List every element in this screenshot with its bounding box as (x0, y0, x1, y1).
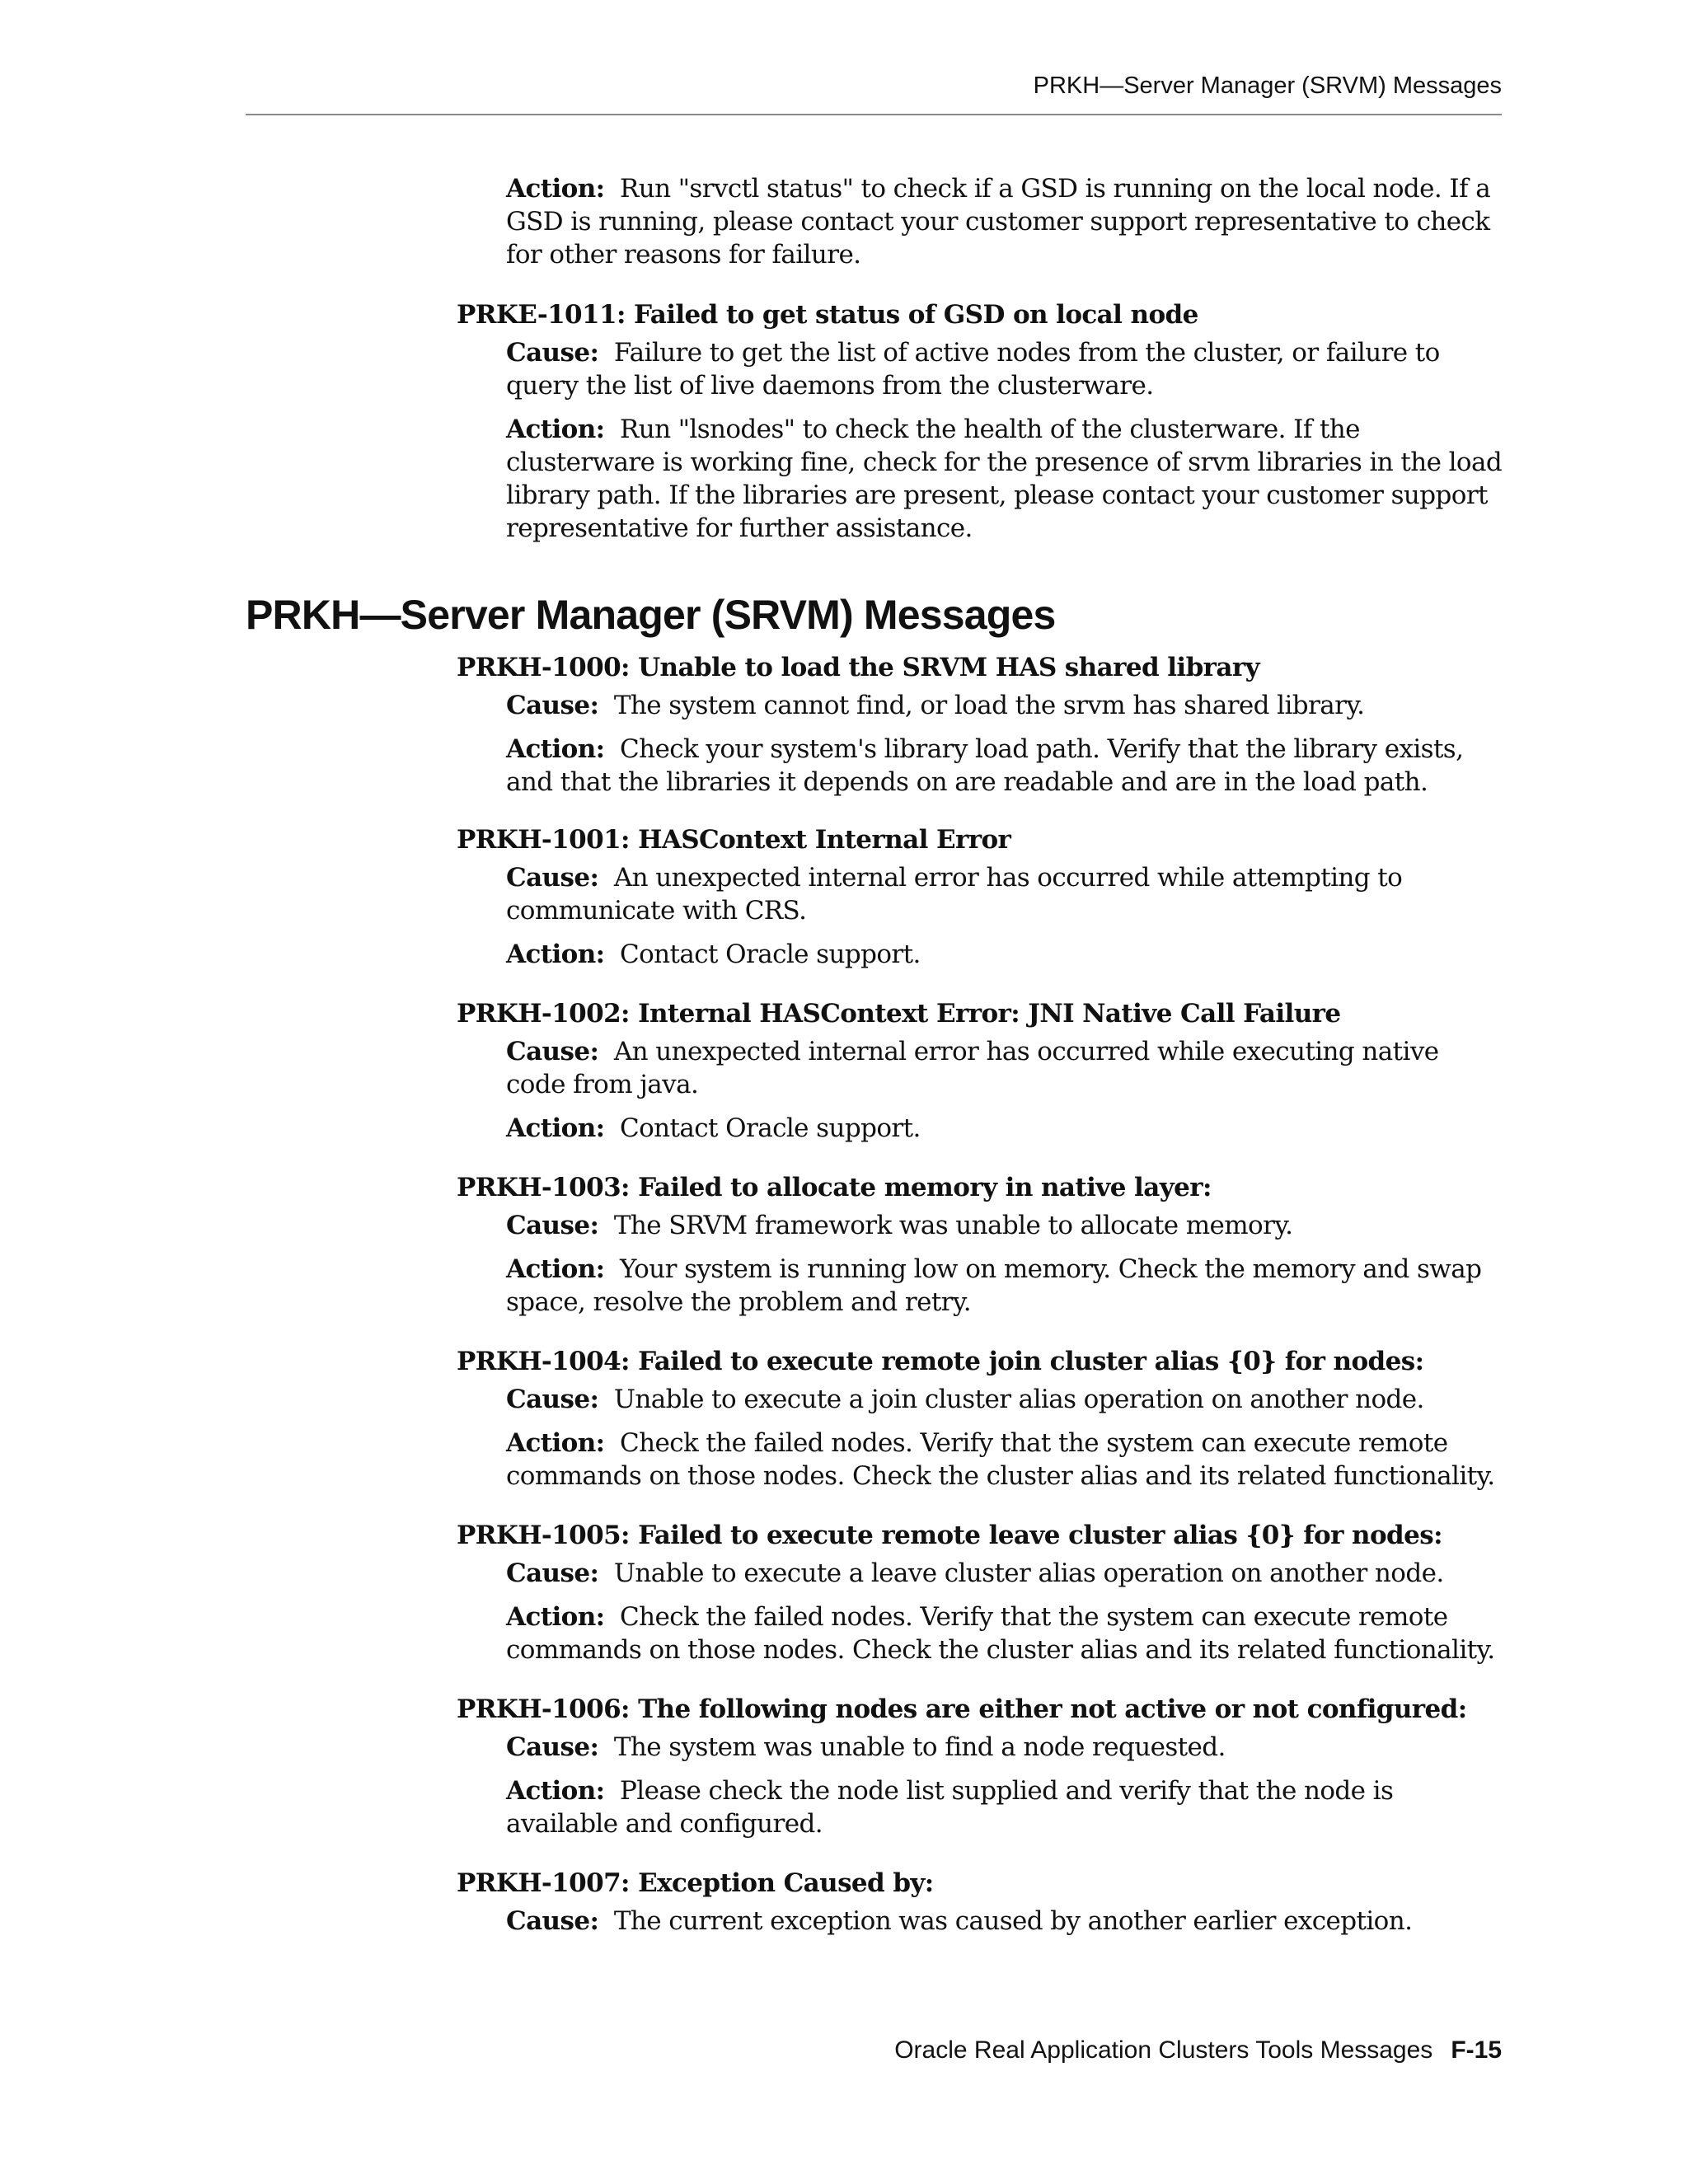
action-text: Run "lsnodes" to check the health of the clusterware. If the clusterware is working fine, check for the presence of srvm libraries in the load library path. If the libraries are present, please contact your customer support representative for further assistance. (506, 415, 1503, 543)
action-text: Check the failed nodes. Verify that the system can execute remote commands on those nodes. Check the cluster alias and its related functionality. (506, 1428, 1495, 1491)
cause-label: Cause: (506, 691, 599, 720)
cause-label: Cause: (506, 1906, 599, 1936)
action-text: Contact Oracle support. (620, 1113, 921, 1143)
action-label: Action: (506, 940, 605, 969)
action-text: Check your system's library load path. Verify that the library exists, and that the libraries it depends on are readable and are in the load path. (506, 734, 1464, 797)
section-heading: PRKH—Server Manager (SRVM) Messages (246, 592, 1056, 638)
cause-label: Cause: (506, 1558, 599, 1588)
message-cause (506, 861, 1503, 927)
cause-text: Failure to get the list of active nodes from the cluster, or failure to query the list of live daemons from the clusterware. (506, 338, 1440, 401)
action-label: Action: (506, 1602, 605, 1632)
message-action (506, 1112, 1503, 1145)
action-label: Action: (506, 174, 605, 204)
action-label: Action: (506, 1113, 605, 1143)
action-label: Action: (506, 1776, 605, 1806)
message-cause (506, 1905, 1503, 1938)
cause-text: The current exception was caused by another earlier exception. (613, 1906, 1413, 1936)
message-title: PRKE-1011: Failed to get status of GSD on local node (457, 300, 1198, 330)
message-action (506, 938, 1503, 971)
message-action (506, 1427, 1503, 1493)
action-label: Action: (506, 415, 605, 444)
action-label: Action: (506, 1254, 605, 1284)
message-title: PRKH-1003: Failed to allocate memory in native layer: (457, 1173, 1212, 1202)
cause-text: The system cannot find, or load the srvm has shared library. (613, 691, 1365, 720)
message-cause (506, 689, 1503, 722)
cause-label: Cause: (506, 1732, 599, 1762)
message-title: PRKH-1005: Failed to execute remote leave cluster alias {0} for nodes: (457, 1521, 1442, 1550)
message-cause (506, 336, 1503, 402)
cause-label: Cause: (506, 1037, 599, 1066)
cause-label: Cause: (506, 1211, 599, 1240)
message-action (506, 413, 1503, 545)
cause-label: Cause: (506, 1385, 599, 1414)
message-title: PRKH-1006: The following nodes are either not active or not configured: (457, 1694, 1467, 1724)
action-text: Run "srvctl status" to check if a GSD is running on the local node. If a GSD is running, please contact your customer support representative to check for other reasons for failure. (506, 174, 1491, 269)
message-cause (506, 1209, 1503, 1242)
cause-label: Cause: (506, 338, 599, 368)
page-footer (246, 2036, 1502, 2065)
message-title: PRKH-1004: Failed to execute remote join cluster alias {0} for nodes: (457, 1347, 1424, 1376)
message-title: PRKH-1002: Internal HASContext Error: JNI Native Call Failure (457, 999, 1341, 1029)
action-label: Action: (506, 734, 605, 764)
header-rule (246, 114, 1502, 115)
action-text: Contact Oracle support. (620, 940, 921, 969)
cause-text: Unable to execute a leave cluster alias operation on another node. (613, 1558, 1444, 1588)
action-label: Action: (506, 1428, 605, 1458)
action-text: Your system is running low on memory. Check the memory and swap space, resolve the problem and retry. (506, 1254, 1482, 1317)
cause-text: The SRVM framework was unable to allocate memory. (613, 1211, 1293, 1240)
message-cause (506, 1731, 1503, 1764)
running-header: PRKH—Server Manager (SRVM) Messages (1033, 73, 1502, 99)
message-cause (506, 1383, 1503, 1416)
cause-text: Unable to execute a join cluster alias operation on another node. (613, 1385, 1424, 1414)
action-text: Check the failed nodes. Verify that the system can execute remote commands on those nodes. Check the cluster alias and its related functionality. (506, 1602, 1495, 1665)
page-number: F-15 (1451, 2036, 1502, 2064)
cause-text: An unexpected internal error has occurred while attempting to communicate with CRS. (506, 863, 1403, 926)
action-text: Please check the node list supplied and verify that the node is available and configured. (506, 1776, 1394, 1839)
cause-text: The system was unable to find a node requested. (613, 1732, 1226, 1762)
message-cause (506, 1035, 1503, 1101)
message-title: PRKH-1000: Unable to load the SRVM HAS shared library (457, 653, 1260, 682)
cause-text: An unexpected internal error has occurred while executing native code from java. (506, 1037, 1439, 1099)
message-action (506, 1774, 1503, 1840)
cause-label: Cause: (506, 863, 599, 893)
message-title: PRKH-1007: Exception Caused by: (457, 1868, 934, 1898)
footer-book-title: Oracle Real Application Clusters Tools Messages (894, 2036, 1433, 2064)
message-action (506, 1253, 1503, 1319)
message-action (506, 733, 1503, 799)
message-title: PRKH-1001: HASContext Internal Error (457, 825, 1011, 855)
carryover-action (506, 172, 1503, 271)
message-action (506, 1601, 1503, 1666)
message-cause (506, 1557, 1503, 1590)
